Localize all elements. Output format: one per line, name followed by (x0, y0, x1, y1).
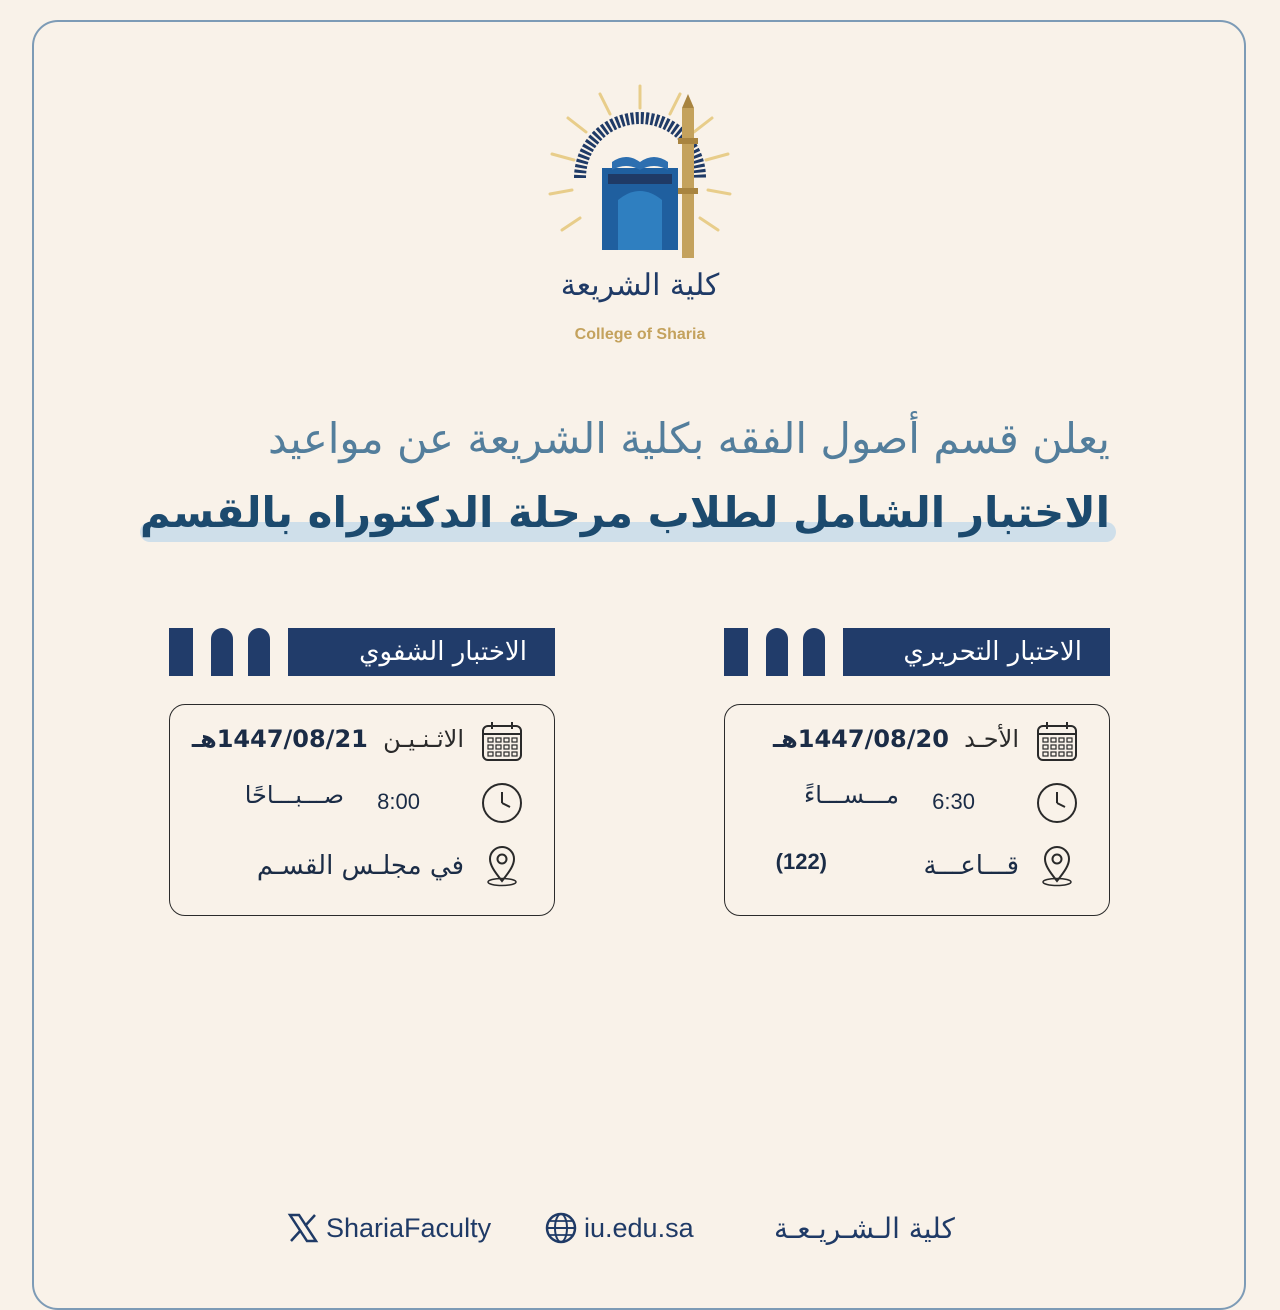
calendar-icon (480, 719, 524, 763)
decorative-bar (766, 628, 788, 676)
college-name-footer (774, 1204, 955, 1252)
date-row (749, 717, 1079, 767)
x-handle: ShariaFaculty (326, 1212, 492, 1243)
day-and-date (773, 725, 1019, 753)
announcement-line-2-wrapper (140, 488, 1110, 537)
exam-place: في مجلـس القسـم (256, 851, 464, 881)
x-account-link[interactable] (286, 1204, 491, 1252)
college-logo-english: College of Sharia (574, 326, 706, 343)
decorative-bar (169, 628, 193, 676)
location-row (749, 841, 1079, 891)
exam-time: 8:00 (377, 789, 420, 814)
oral-exam-title: الاختبار الشفوي (288, 628, 555, 676)
website-link[interactable] (544, 1204, 694, 1252)
clock-icon (1035, 781, 1079, 825)
clock-icon (480, 781, 524, 825)
decorative-bar (211, 628, 233, 676)
oral-exam-card (169, 704, 555, 916)
footer (0, 1204, 1280, 1252)
time-period: مـــســـاءً (803, 781, 899, 809)
website-url: iu.edu.sa (584, 1212, 694, 1243)
day-name: الأحـد (964, 725, 1019, 753)
college-logo-arabic: كلية الشريعة (560, 268, 720, 303)
hijri-date: 1447/08/21هـ (191, 725, 368, 753)
written-exam-card (724, 704, 1110, 916)
globe-icon (544, 1211, 578, 1245)
location-pin-icon (480, 843, 524, 887)
time-row (194, 779, 524, 829)
college-name-arabic: كلية الـشـريـعـة (774, 1211, 955, 1245)
announcement-line-2: الاختبار الشامل لطلاب مرحلة الدكتوراه بالقسم (139, 488, 1110, 537)
exam-time: 6:30 (932, 789, 975, 814)
hijri-date: 1447/08/20هـ (772, 725, 949, 753)
date-row (191, 717, 524, 767)
location-row (194, 841, 524, 891)
calendar-icon (1035, 719, 1079, 763)
place-word: قـــاعـــة (923, 851, 1019, 881)
day-and-date (192, 725, 464, 753)
x-logo-icon (286, 1211, 320, 1245)
location-pin-icon (1035, 843, 1079, 887)
decorative-bar (724, 628, 748, 676)
decorative-bar (803, 628, 825, 676)
decorative-bar (248, 628, 270, 676)
room-number: (122) (775, 849, 827, 874)
time-period: صـــبـــاحًا (244, 781, 344, 809)
time-row (749, 779, 1079, 829)
written-exam-title: الاختبار التحريري (843, 628, 1110, 676)
announcement-line-1: يعلن قسم أصول الفقه بكلية الشريعة عن مواعيد (267, 414, 1110, 463)
college-emblem-logo (540, 78, 740, 278)
day-name: الاثـنـيـن (383, 725, 464, 753)
